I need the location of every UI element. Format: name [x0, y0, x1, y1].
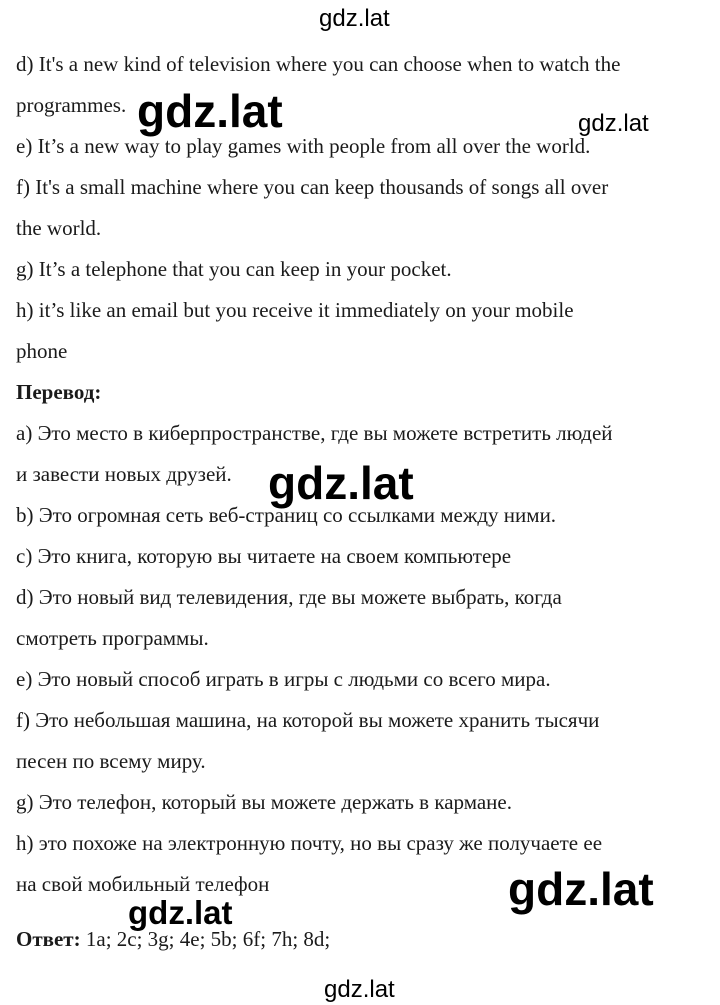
english-d-line2: programmes. [16, 93, 127, 117]
translation-f-line2: песен по всему миру. [16, 749, 206, 773]
translation-e: е) Это новый способ играть в игры с людьми со всего мира. [16, 667, 551, 691]
watermark-bottom: gdz.lat [324, 976, 395, 1003]
translation-f-line1: f) Это небольшая машина, на которой вы можете хранить тысячи [16, 708, 600, 732]
translation-a-line2: и завести новых друзей. [16, 462, 232, 486]
english-d-line1: d) It's a new kind of television where you can choose when to watch the [16, 52, 621, 76]
translation-c: с) Это книга, которую вы читаете на своем компьютере [16, 544, 512, 568]
translation-g: g) Это телефон, который вы можете держать в кармане. [16, 790, 512, 814]
translation-d-line2: смотреть программы. [16, 626, 209, 650]
english-e: e) It’s a new way to play games with people from all over the world. [16, 134, 591, 158]
watermark-big-2: gdz.lat [268, 457, 414, 509]
watermark-big-1: gdz.lat [137, 85, 283, 137]
english-h-line1: h) it’s like an email but you receive it immediately on your mobile [16, 298, 574, 322]
english-h-line2: phone [16, 339, 68, 363]
translation-h-line1: h) это похоже на электронную почту, но вы сразу же получаете ее [16, 831, 603, 855]
translation-heading: Перевод: [16, 380, 102, 404]
english-g: g) It’s a telephone that you can keep in your pocket. [16, 257, 452, 281]
translation-a-line1: а) Это место в киберпространстве, где вы можете встретить людей [16, 421, 613, 445]
watermark-mid: gdz.lat [128, 894, 233, 931]
watermark-top: gdz.lat [319, 5, 390, 32]
english-f-line2: the world. [16, 216, 102, 240]
english-f-line1: f) It's a small machine where you can keep thousands of songs all over [16, 175, 609, 199]
translation-b: b) Это огромная сеть веб-страниц со ссылками между ними. [16, 503, 557, 527]
translation-d-line1: d) Это новый вид телевидения, где вы можете выбрать, когда [16, 585, 562, 609]
answer-label: Ответ: [16, 927, 81, 951]
watermark-big-3: gdz.lat [508, 863, 654, 915]
answer-line [16, 927, 330, 951]
translation-h-line2: на свой мобильный телефон [16, 872, 270, 896]
answer-value: 1a; 2c; 3g; 4e; 5b; 6f; 7h; 8d; [85, 927, 331, 951]
watermark-small-right: gdz.lat [578, 110, 649, 137]
